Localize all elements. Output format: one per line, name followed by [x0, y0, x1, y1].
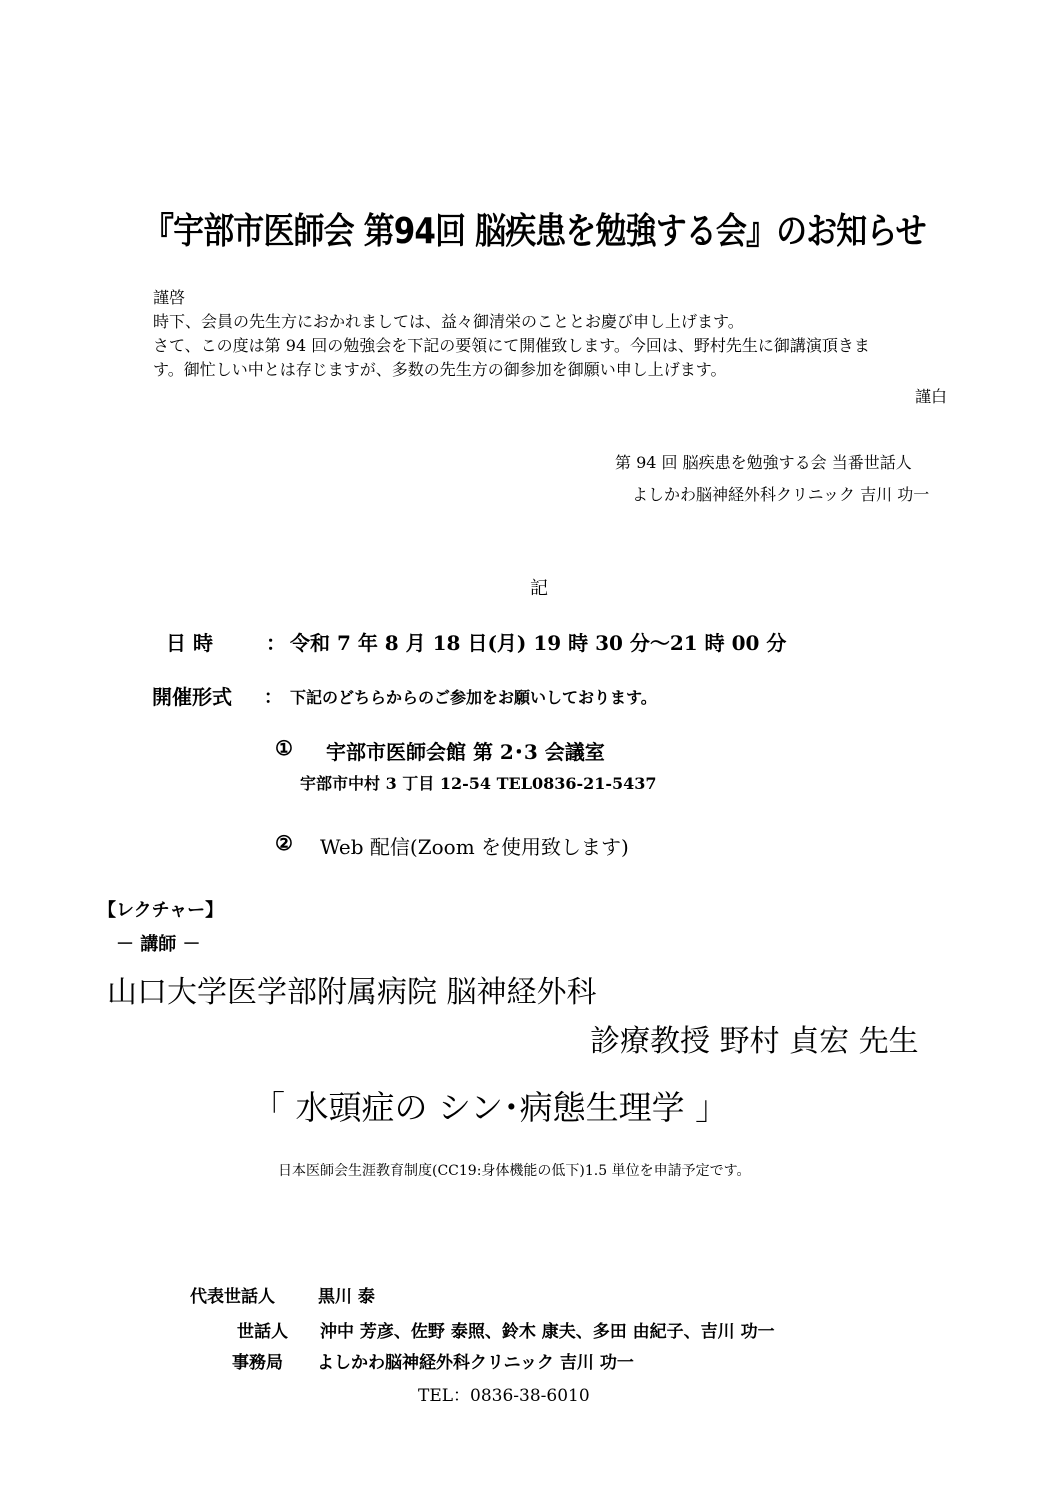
format-label: 開催形式 — [152, 685, 232, 709]
option-1-address: 宇部市中村 3 丁目 12-54 TEL0836-21-5437 — [300, 774, 657, 793]
speaker-name: 診療教授 野村 貞宏 先生 — [590, 1024, 919, 1059]
representative-name: 黒川 泰 — [318, 1287, 375, 1307]
lecture-title: 「 水頭症の シン･病態生理学 」 — [252, 1088, 729, 1127]
lecture-heading: 【レクチャー】 — [98, 900, 224, 921]
greeting-closing: 謹白 — [915, 387, 948, 406]
members-label: 世話人 — [237, 1322, 288, 1342]
format-colon: ： — [264, 687, 282, 708]
greeting-line-3: す。御忙しい中とは存じますが、多数の先生方の御参加を御願い申し上げます。 — [153, 360, 727, 379]
speaker-affiliation: 山口大学医学部附属病院 脳神経外科 — [107, 975, 597, 1010]
option-2-web: Web 配信(Zoom を使用致します) — [320, 835, 629, 859]
greeting-line-2: さて、この度は第 94 回の勉強会を下記の要領にて開催致します。今回は、野村先生に御講演頂きま — [153, 336, 870, 355]
speaker-label: － 講師 － — [116, 934, 201, 955]
sender-line-2: よしかわ脳神経外科クリニック 吉川 功一 — [632, 485, 930, 504]
greeting-opening: 謹啓 — [153, 288, 186, 307]
datetime-colon: ： — [266, 631, 286, 655]
option-1-number: ① — [275, 736, 293, 760]
greeting-line-1: 時下、会員の先生方におかれましては、益々御清栄のこととお慶び申し上げます。 — [153, 312, 744, 331]
credit-note: 日本医師会生涯教育制度(CC19:身体機能の低下)1.5 単位を申請予定です。 — [278, 1163, 751, 1179]
office-tel: TEL：0836-38-6010 — [418, 1386, 590, 1406]
datetime-label: 日 時 — [166, 631, 213, 655]
ki-mark: 記 — [530, 578, 548, 599]
office-name: よしかわ脳神経外科クリニック 吉川 功一 — [317, 1353, 634, 1373]
office-label: 事務局 — [232, 1353, 283, 1373]
page-title: 『宇部市医師会 第94回 脳疾患を勉強する会』のお知らせ — [143, 211, 926, 252]
format-value: 下記のどちらからのご参加をお願いしております。 — [290, 688, 657, 707]
representative-label: 代表世話人 — [190, 1287, 275, 1307]
option-2-number: ② — [275, 831, 293, 855]
sender-line-1: 第 94 回 脳疾患を勉強する会 当番世話人 — [615, 453, 912, 472]
datetime-value: 令和 7 年 8 月 18 日(月) 19 時 30 分～21 時 00 分 — [290, 631, 787, 655]
option-1-venue: 宇部市医師会館 第 2･3 会議室 — [326, 740, 605, 764]
members-list: 沖中 芳彦、佐野 泰照、鈴木 康夫、多田 由紀子、吉川 功一 — [320, 1322, 775, 1342]
